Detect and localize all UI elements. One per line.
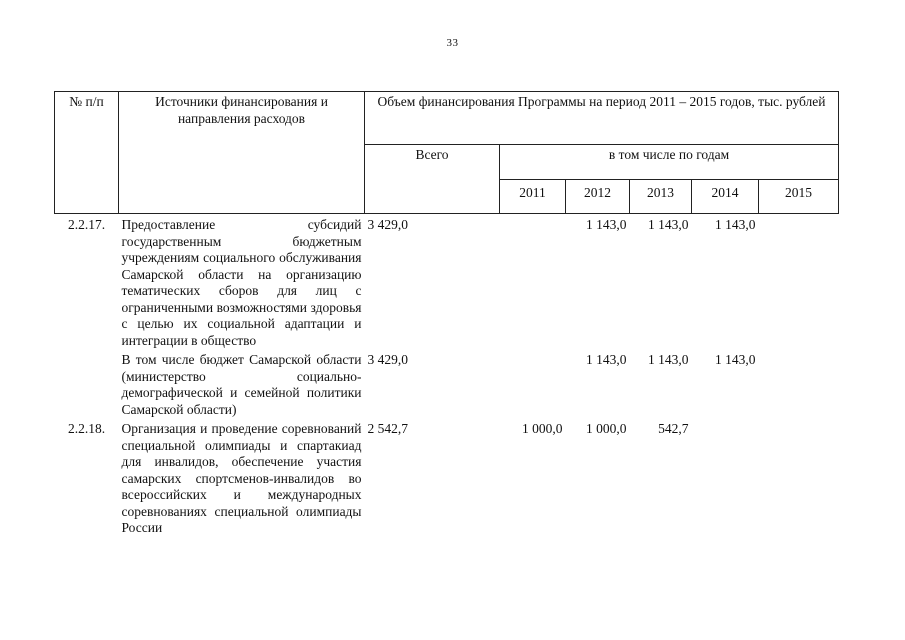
header-volume: Объем финансирования Программы на период 2011 – 2015 годов, тыс. рублей (365, 92, 839, 145)
header-sources: Источники финансирования и направления расходов (119, 92, 365, 214)
row-2011: 1 000,0 (522, 421, 563, 436)
header-num: № п/п (55, 92, 119, 214)
table-row (55, 214, 839, 350)
row-2014 (692, 418, 759, 537)
row-total: 2 542,7 (367, 421, 408, 436)
page-number: 33 (446, 37, 459, 49)
financing-table (54, 91, 839, 537)
row-2012: 1 000,0 (586, 421, 627, 436)
row-description: В том числе бюджет Самарской области (министерство социально-демографической и семейной политики Самарской области) (121, 352, 362, 417)
row-2014: 1 143,0 (715, 352, 756, 367)
row-2013: 1 143,0 (648, 217, 689, 232)
header-total: Всего (365, 145, 500, 214)
row-num: 2.2.18. (67, 421, 106, 436)
header-year-2014: 2014 (692, 180, 759, 214)
table-header (55, 92, 839, 214)
row-total: 3 429,0 (367, 217, 408, 232)
header-year-2012: 2012 (566, 180, 630, 214)
row-2013: 1 143,0 (648, 352, 689, 367)
row-num (55, 349, 119, 418)
row-2015 (759, 349, 839, 418)
table-row (55, 418, 839, 537)
row-2011 (500, 349, 566, 418)
table-row (55, 349, 839, 418)
row-2015 (759, 214, 839, 350)
row-num: 2.2.17. (67, 217, 106, 232)
row-description: Предоставление субсидий государственным бюджетным учреждениям социального обслуживания Самарской области на организацию тематических сборов для лиц с ограниченными возможностями здоровья с целью их социальной адаптации и интеграции в общество (121, 217, 362, 348)
row-2013: 542,7 (658, 421, 689, 436)
header-by-years: в том числе по годам (500, 145, 839, 180)
header-year-2011: 2011 (500, 180, 566, 214)
row-2015 (759, 418, 839, 537)
row-2011 (500, 214, 566, 350)
header-year-2013: 2013 (630, 180, 692, 214)
row-total: 3 429,0 (367, 352, 408, 367)
header-year-2015: 2015 (759, 180, 839, 214)
row-2012: 1 143,0 (586, 217, 627, 232)
row-2014: 1 143,0 (715, 217, 756, 232)
row-description: Организация и проведение соревнований специальной олимпиады и спартакиад для инвалидов, обеспечение участия самарских спортсменов-инвалидов во всероссийских и международных соревнованиях специальной олимпиады России (121, 421, 362, 535)
row-2012: 1 143,0 (586, 352, 627, 367)
